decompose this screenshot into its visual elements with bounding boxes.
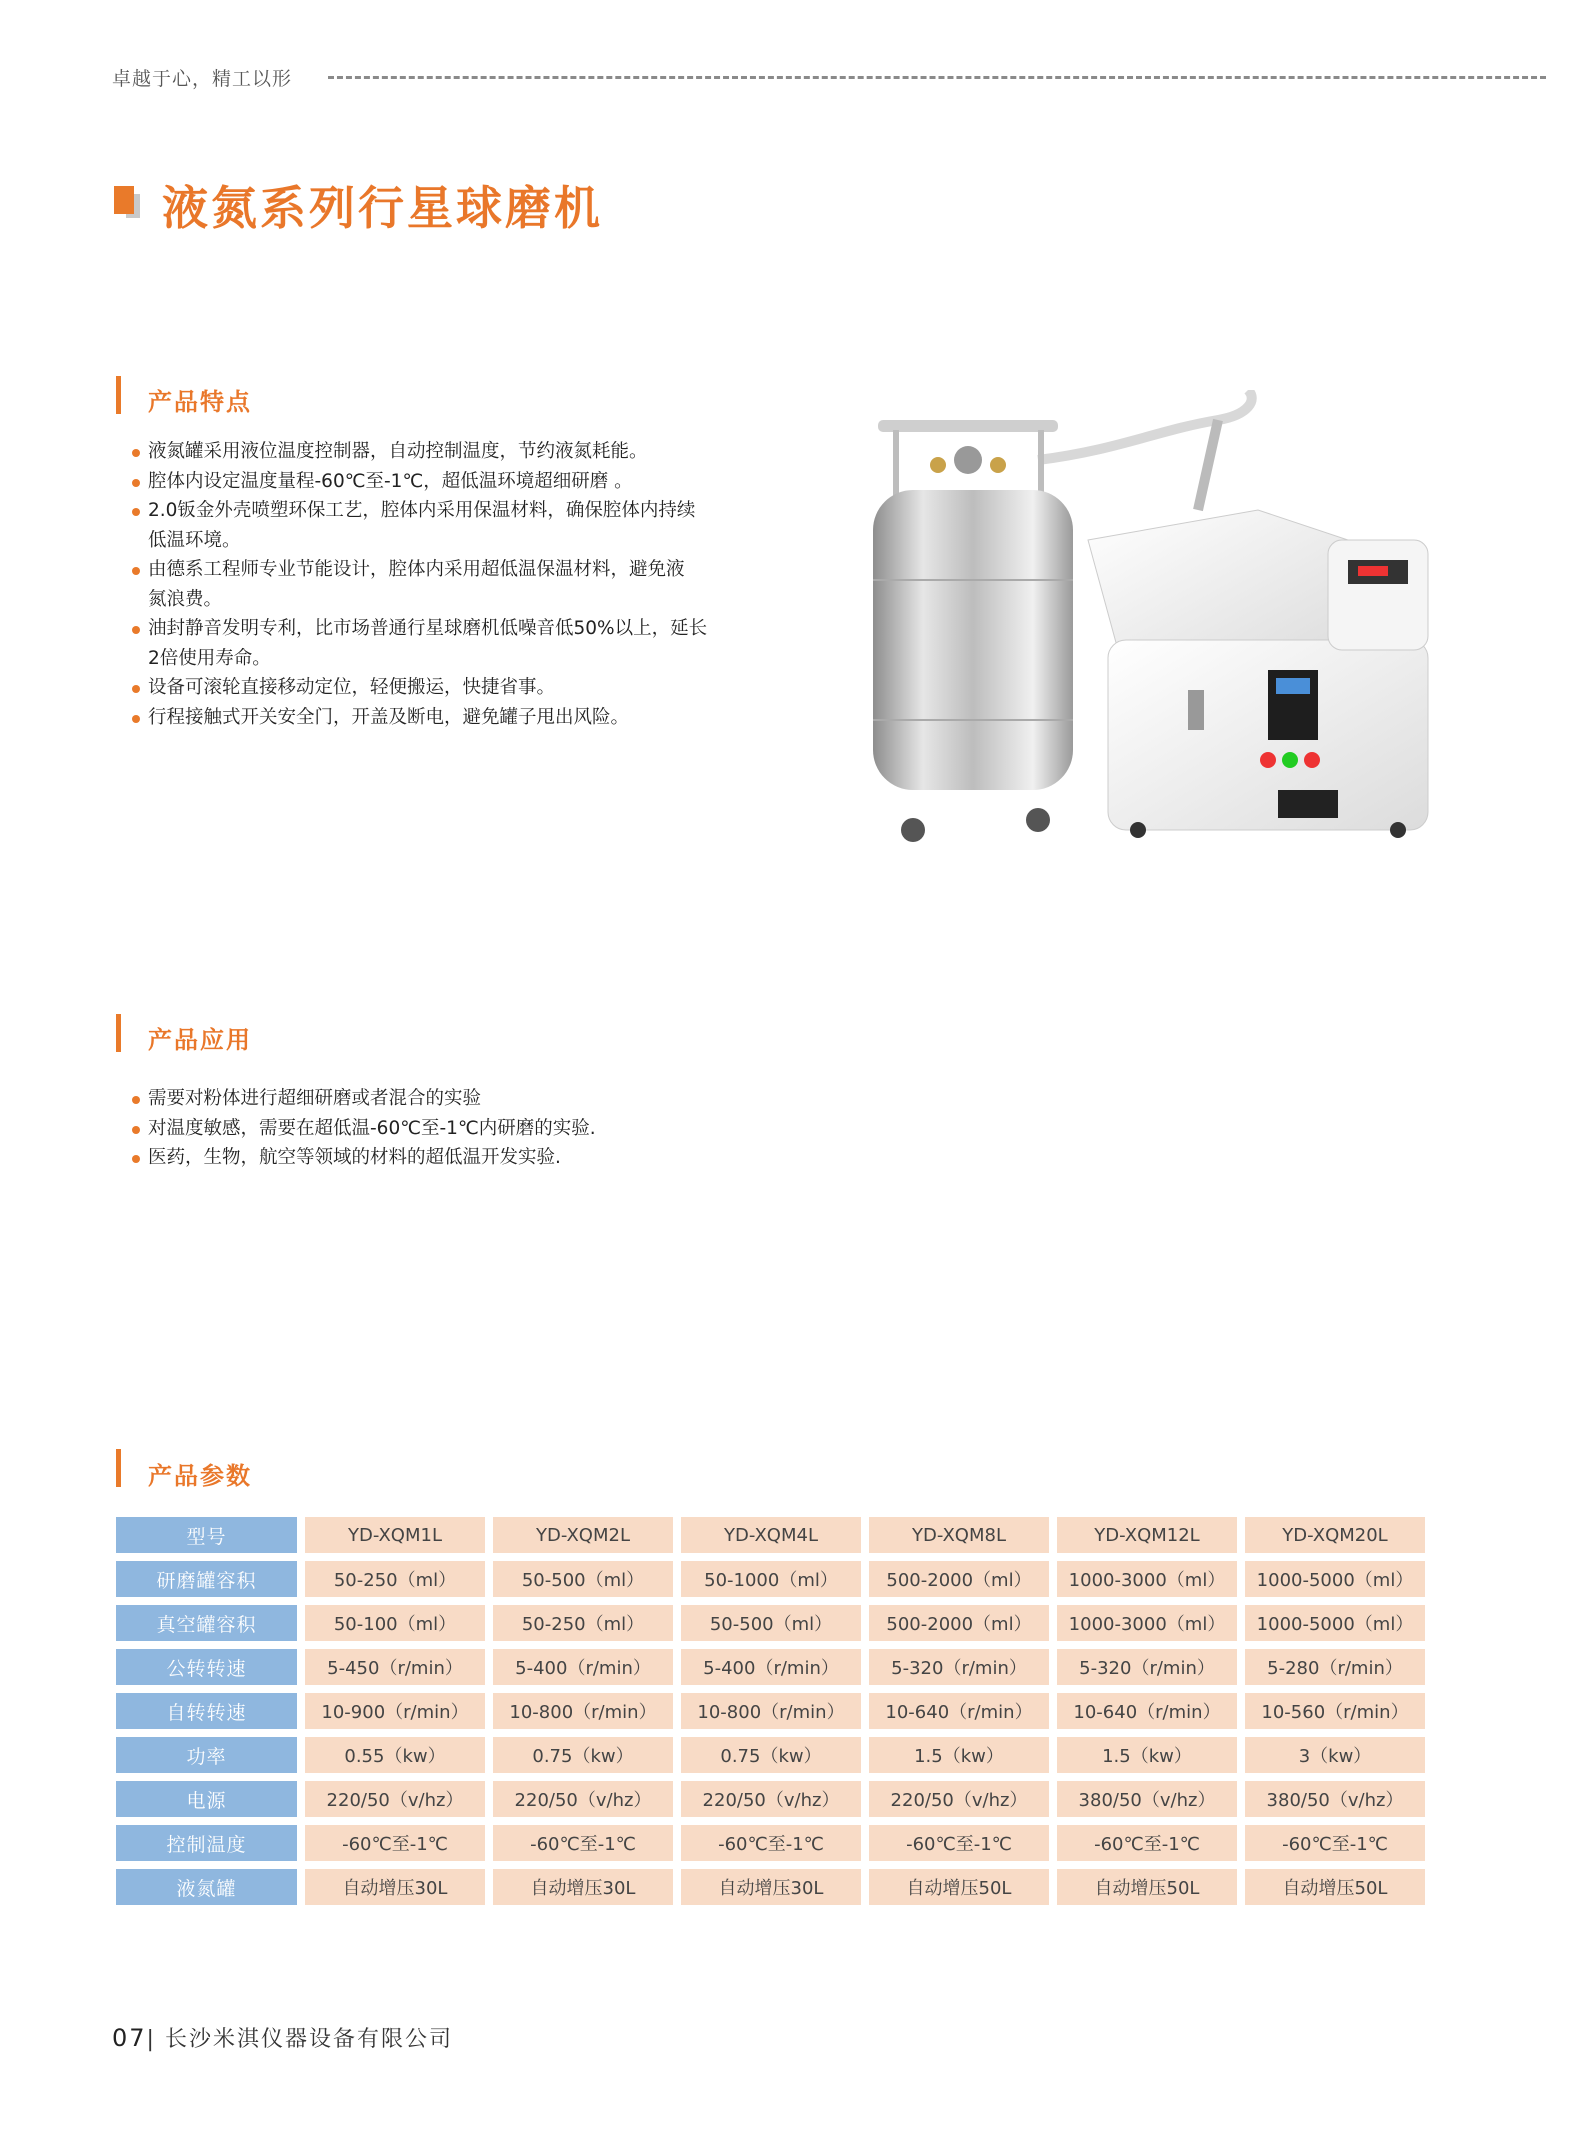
application-item: 医药，生物，航空等领域的材料的超低温开发实验. (130, 1143, 830, 1173)
spec-row-label: 自转转速 (116, 1693, 297, 1729)
spec-row (116, 1517, 1425, 1553)
spec-cell: 0.75（kw） (681, 1737, 861, 1773)
spec-row-label: 真空罐容积 (116, 1605, 297, 1641)
spec-cell: 500-2000（ml） (869, 1605, 1049, 1641)
page-title: 液氮系列行星球磨机 (162, 181, 603, 235)
header-tagline: 卓越于心，精工以形 (112, 68, 293, 90)
spec-cell: -60℃至-1℃ (1057, 1825, 1237, 1861)
spec-row (116, 1561, 1425, 1597)
spec-cell: 5-320（r/min） (869, 1649, 1049, 1685)
mill-lid (1088, 510, 1358, 660)
spec-cell: 1000-3000（ml） (1057, 1605, 1237, 1641)
spec-cell: 380/50（v/hz） (1245, 1781, 1425, 1817)
spec-cell: 自动增压50L (1057, 1869, 1237, 1905)
spec-cell: 自动增压30L (305, 1869, 485, 1905)
spec-cell: 10-800（r/min） (493, 1693, 673, 1729)
footer (112, 2022, 453, 2053)
spec-row (116, 1737, 1425, 1773)
spec-row (116, 1869, 1425, 1905)
applications-list (130, 1084, 830, 1173)
spec-cell: 自动增压30L (493, 1869, 673, 1905)
spec-row-label: 公转转速 (116, 1649, 297, 1685)
spec-cell: -60℃至-1℃ (681, 1825, 861, 1861)
spec-cell: 5-400（r/min） (493, 1649, 673, 1685)
application-item: 对温度敏感，需要在超低温-60℃至-1℃内研磨的实验. (130, 1114, 830, 1144)
params-heading: 产品参数 (148, 1462, 252, 1490)
spec-cell: 10-640（r/min） (869, 1693, 1049, 1729)
spec-cell: 10-560（r/min） (1245, 1693, 1425, 1729)
spec-cell: YD-XQM1L (305, 1517, 485, 1553)
spec-row-label: 电源 (116, 1781, 297, 1817)
spec-cell: 0.75（kw） (493, 1737, 673, 1773)
spec-cell: 220/50（v/hz） (681, 1781, 861, 1817)
spec-cell: YD-XQM20L (1245, 1517, 1425, 1553)
features-list (130, 437, 810, 732)
spec-cell: 1000-5000（ml） (1245, 1605, 1425, 1641)
spec-cell: -60℃至-1℃ (1245, 1825, 1425, 1861)
spec-cell: 1000-3000（ml） (1057, 1561, 1237, 1597)
spec-cell: YD-XQM8L (869, 1517, 1049, 1553)
spec-cell: 1.5（kw） (1057, 1737, 1237, 1773)
feature-item-continuation: 氮浪费。 (148, 588, 223, 610)
spec-cell: YD-XQM12L (1057, 1517, 1237, 1553)
spec-cell: 50-1000（ml） (681, 1561, 861, 1597)
feature-item: 由德系工程师专业节能设计，腔体内采用超低温保温材料，避免液 (130, 555, 810, 585)
spec-row-label: 研磨罐容积 (116, 1561, 297, 1597)
spec-cell: 自动增压50L (869, 1869, 1049, 1905)
spec-row-label: 控制温度 (116, 1825, 297, 1861)
spec-cell: 10-640（r/min） (1057, 1693, 1237, 1729)
spec-row (116, 1605, 1425, 1641)
spec-cell: YD-XQM4L (681, 1517, 861, 1553)
page-number: 07 (112, 2024, 147, 2052)
feature-item: 腔体内设定温度量程-60℃至-1℃，超低温环境超细研磨 。 (130, 467, 810, 497)
spec-cell: 1000-5000（ml） (1245, 1561, 1425, 1597)
spec-cell: 10-800（r/min） (681, 1693, 861, 1729)
spec-cell: 5-450（r/min） (305, 1649, 485, 1685)
spec-cell: 5-320（r/min） (1057, 1649, 1237, 1685)
spec-cell: 5-400（r/min） (681, 1649, 861, 1685)
spec-cell: YD-XQM2L (493, 1517, 673, 1553)
hose-down (1198, 420, 1218, 510)
spec-cell: 50-500（ml） (493, 1561, 673, 1597)
applications-section-bar (116, 1014, 121, 1052)
feature-item-continuation: 低温环境。 (148, 529, 241, 551)
feature-item: 液氮罐采用液位温度控制器，自动控制温度，节约液氮耗能。 (130, 437, 810, 467)
spec-cell: 50-250（ml） (493, 1605, 673, 1641)
spec-cell: 自动增压30L (681, 1869, 861, 1905)
spec-table (108, 1509, 1433, 1913)
spec-cell: 50-250（ml） (305, 1561, 485, 1597)
spec-cell: 3（kw） (1245, 1737, 1425, 1773)
tank-ring (878, 420, 1058, 432)
params-section-bar (116, 1449, 121, 1487)
application-item: 需要对粉体进行超细研磨或者混合的实验 (130, 1084, 830, 1114)
spec-cell: 380/50（v/hz） (1057, 1781, 1237, 1817)
spec-cell: -60℃至-1℃ (305, 1825, 485, 1861)
spec-cell: 220/50（v/hz） (869, 1781, 1049, 1817)
spec-row (116, 1693, 1425, 1729)
spec-cell: 220/50（v/hz） (305, 1781, 485, 1817)
footer-separator: | (146, 2027, 156, 2052)
applications-heading: 产品应用 (148, 1026, 252, 1054)
features-heading: 产品特点 (148, 388, 252, 416)
title-marker (114, 186, 134, 214)
feature-item: 油封静音发明专利，比市场普通行星球磨机低噪音低50%以上，延长 (130, 614, 810, 644)
feature-item-continuation: 2倍使用寿命。 (148, 647, 271, 669)
nitrogen-tank (873, 490, 1073, 790)
spec-cell: -60℃至-1℃ (493, 1825, 673, 1861)
spec-row (116, 1649, 1425, 1685)
feature-item: 设备可滚轮直接移动定位，轻便搬运，快捷省事。 (130, 673, 810, 703)
header-divider (328, 76, 1546, 79)
spec-row-label: 液氮罐 (116, 1869, 297, 1905)
product-photo (858, 390, 1438, 860)
feature-item: 行程接触式开关安全门，开盖及断电，避免罐子甩出风险。 (130, 703, 810, 733)
spec-cell: 50-500（ml） (681, 1605, 861, 1641)
feature-item: 2.0钣金外壳喷塑环保工艺，腔体内采用保温材料，确保腔体内持续 (130, 496, 810, 526)
spec-cell: 1.5（kw） (869, 1737, 1049, 1773)
spec-row (116, 1825, 1425, 1861)
features-section-bar (116, 376, 121, 414)
company-name: 长沙米淇仪器设备有限公司 (164, 2027, 453, 2052)
spec-row (116, 1781, 1425, 1817)
spec-cell: 220/50（v/hz） (493, 1781, 673, 1817)
spec-cell: 0.55（kw） (305, 1737, 485, 1773)
spec-cell: 5-280（r/min） (1245, 1649, 1425, 1685)
spec-row-label: 型号 (116, 1517, 297, 1553)
spec-cell: -60℃至-1℃ (869, 1825, 1049, 1861)
spec-cell: 500-2000（ml） (869, 1561, 1049, 1597)
spec-row-label: 功率 (116, 1737, 297, 1773)
spec-cell: 50-100（ml） (305, 1605, 485, 1641)
spec-cell: 自动增压50L (1245, 1869, 1425, 1905)
spec-cell: 10-900（r/min） (305, 1693, 485, 1729)
